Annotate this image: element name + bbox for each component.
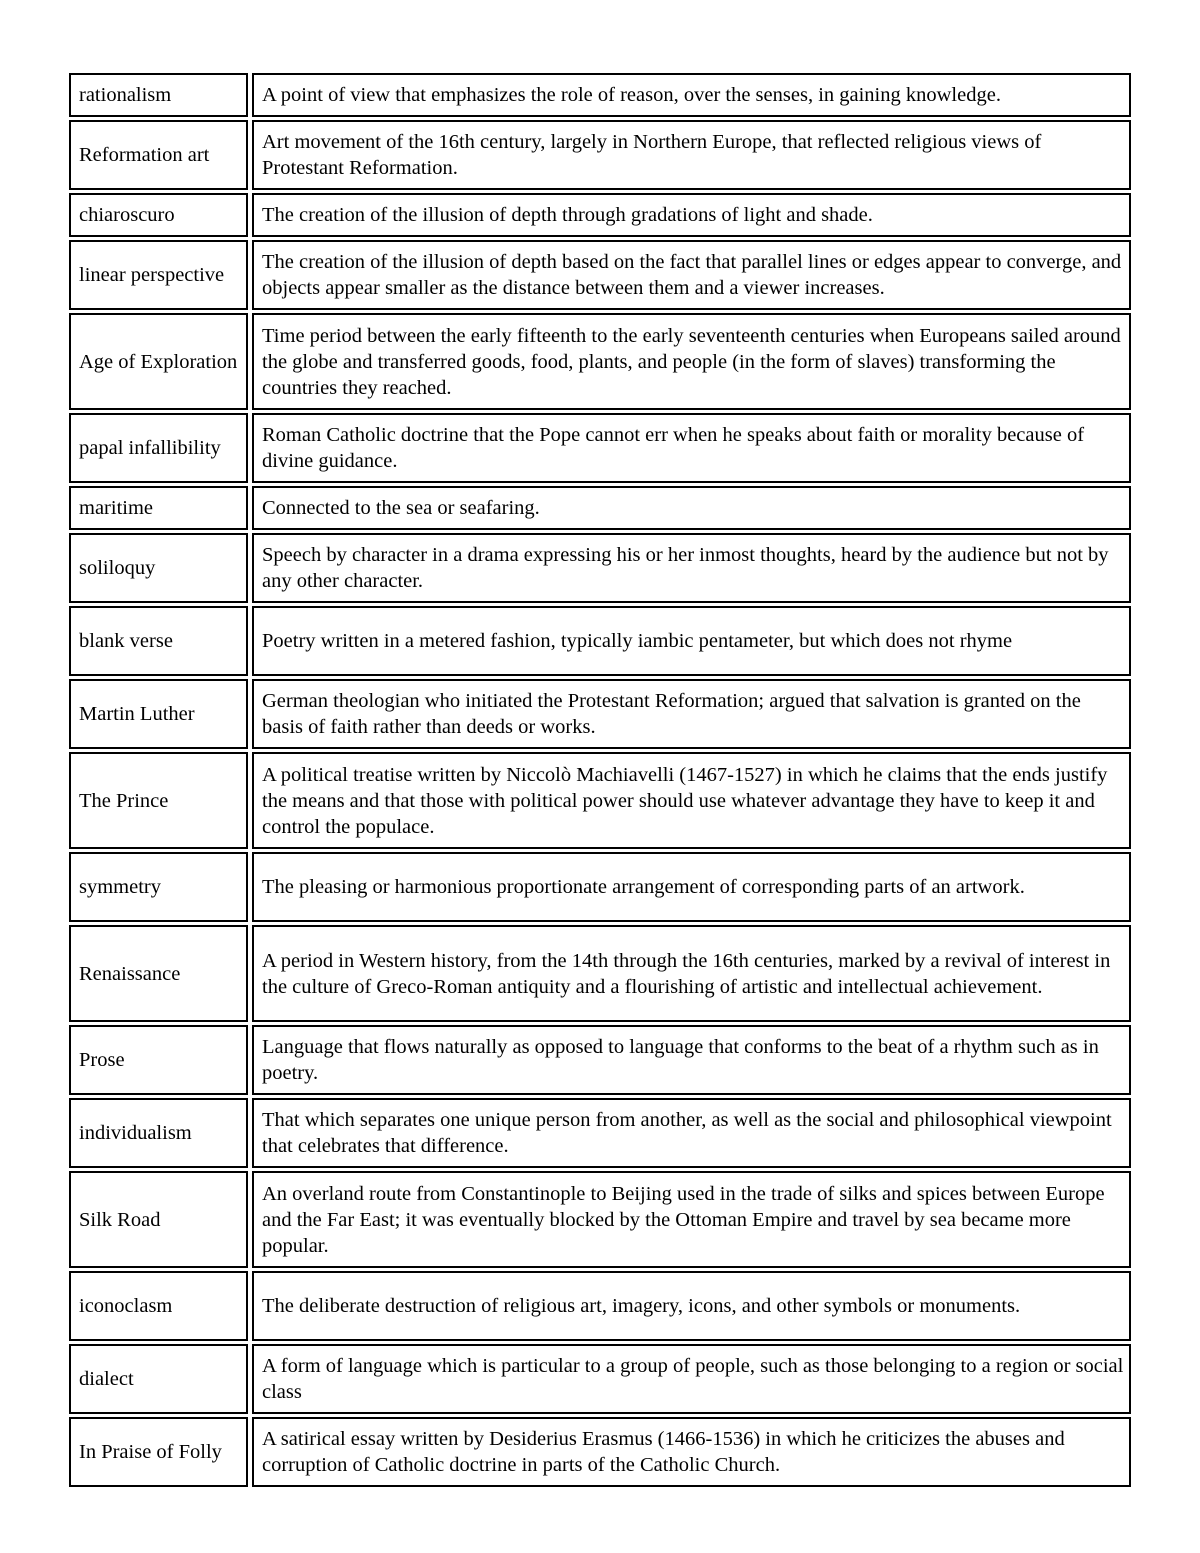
glossary-term: rationalism [69, 73, 248, 117]
glossary-row [69, 1271, 1131, 1341]
glossary-definition: A period in Western history, from the 14th through the 16th centuries, marked by a revival of interest in the culture of Greco-Roman antiquity and a flourishing of artistic and intellectual achievement. [252, 925, 1131, 1022]
glossary-row [69, 1171, 1131, 1268]
glossary-term: The Prince [69, 752, 248, 849]
glossary-term: symmetry [69, 852, 248, 922]
glossary-table [69, 70, 1131, 1490]
glossary-definition: The pleasing or harmonious proportionate arrangement of corresponding parts of an artwork. [252, 852, 1131, 922]
glossary-term: soliloquy [69, 533, 248, 603]
glossary-term: maritime [69, 486, 248, 530]
glossary-body [69, 73, 1131, 1487]
glossary-term: papal infallibility [69, 413, 248, 483]
glossary-row [69, 120, 1131, 190]
glossary-row [69, 1025, 1131, 1095]
glossary-row [69, 486, 1131, 530]
glossary-term: Renaissance [69, 925, 248, 1022]
glossary-row [69, 413, 1131, 483]
glossary-term: Martin Luther [69, 679, 248, 749]
glossary-row [69, 606, 1131, 676]
glossary-definition: Time period between the early fifteenth to the early seventeenth centuries when Europeans sailed around the globe and transferred goods, food, plants, and people (in the form of slaves) transforming the countries they reached. [252, 313, 1131, 410]
glossary-row [69, 679, 1131, 749]
glossary-term: Prose [69, 1025, 248, 1095]
glossary-term: In Praise of Folly [69, 1417, 248, 1487]
glossary-term: Age of Exploration [69, 313, 248, 410]
glossary-term: blank verse [69, 606, 248, 676]
glossary-term: dialect [69, 1344, 248, 1414]
glossary-row [69, 193, 1131, 237]
glossary-definition: Roman Catholic doctrine that the Pope cannot err when he speaks about faith or morality because of divine guidance. [252, 413, 1131, 483]
glossary-row [69, 240, 1131, 310]
glossary-row [69, 852, 1131, 922]
glossary-definition: That which separates one unique person from another, as well as the social and philosophical viewpoint that celebrates that difference. [252, 1098, 1131, 1168]
glossary-definition: A point of view that emphasizes the role of reason, over the senses, in gaining knowledge. [252, 73, 1131, 117]
glossary-definition: The deliberate destruction of religious art, imagery, icons, and other symbols or monuments. [252, 1271, 1131, 1341]
glossary-row [69, 925, 1131, 1022]
glossary-row [69, 533, 1131, 603]
glossary-definition: Art movement of the 16th century, largely in Northern Europe, that reflected religious views of Protestant Reformation. [252, 120, 1131, 190]
glossary-row [69, 752, 1131, 849]
glossary-term: chiaroscuro [69, 193, 248, 237]
glossary-row [69, 1344, 1131, 1414]
glossary-definition: A form of language which is particular to a group of people, such as those belonging to a region or social class [252, 1344, 1131, 1414]
glossary-definition: Poetry written in a metered fashion, typically iambic pentameter, but which does not rhyme [252, 606, 1131, 676]
glossary-term: linear perspective [69, 240, 248, 310]
glossary-row [69, 313, 1131, 410]
glossary-definition: A political treatise written by Niccolò Machiavelli (1467-1527) in which he claims that the ends justify the means and that those with political power should use whatever advantage they have to keep it and control the populace. [252, 752, 1131, 849]
glossary-row [69, 1098, 1131, 1168]
glossary-definition: Speech by character in a drama expressing his or her inmost thoughts, heard by the audience but not by any other character. [252, 533, 1131, 603]
glossary-definition: The creation of the illusion of depth through gradations of light and shade. [252, 193, 1131, 237]
glossary-row [69, 73, 1131, 117]
glossary-definition: An overland route from Constantinople to Beijing used in the trade of silks and spices between Europe and the Far East; it was eventually blocked by the Ottoman Empire and travel by sea became more popular. [252, 1171, 1131, 1268]
glossary-term: individualism [69, 1098, 248, 1168]
glossary-definition: A satirical essay written by Desiderius Erasmus (1466-1536) in which he criticizes the abuses and corruption of Catholic doctrine in parts of the Catholic Church. [252, 1417, 1131, 1487]
glossary-definition: Connected to the sea or seafaring. [252, 486, 1131, 530]
glossary-term: Silk Road [69, 1171, 248, 1268]
glossary-definition: German theologian who initiated the Protestant Reformation; argued that salvation is granted on the basis of faith rather than deeds or works. [252, 679, 1131, 749]
glossary-row [69, 1417, 1131, 1487]
glossary-term: Reformation art [69, 120, 248, 190]
glossary-definition: The creation of the illusion of depth based on the fact that parallel lines or edges appear to converge, and objects appear smaller as the distance between them and a viewer increases. [252, 240, 1131, 310]
glossary-definition: Language that flows naturally as opposed to language that conforms to the beat of a rhythm such as in poetry. [252, 1025, 1131, 1095]
glossary-term: iconoclasm [69, 1271, 248, 1341]
